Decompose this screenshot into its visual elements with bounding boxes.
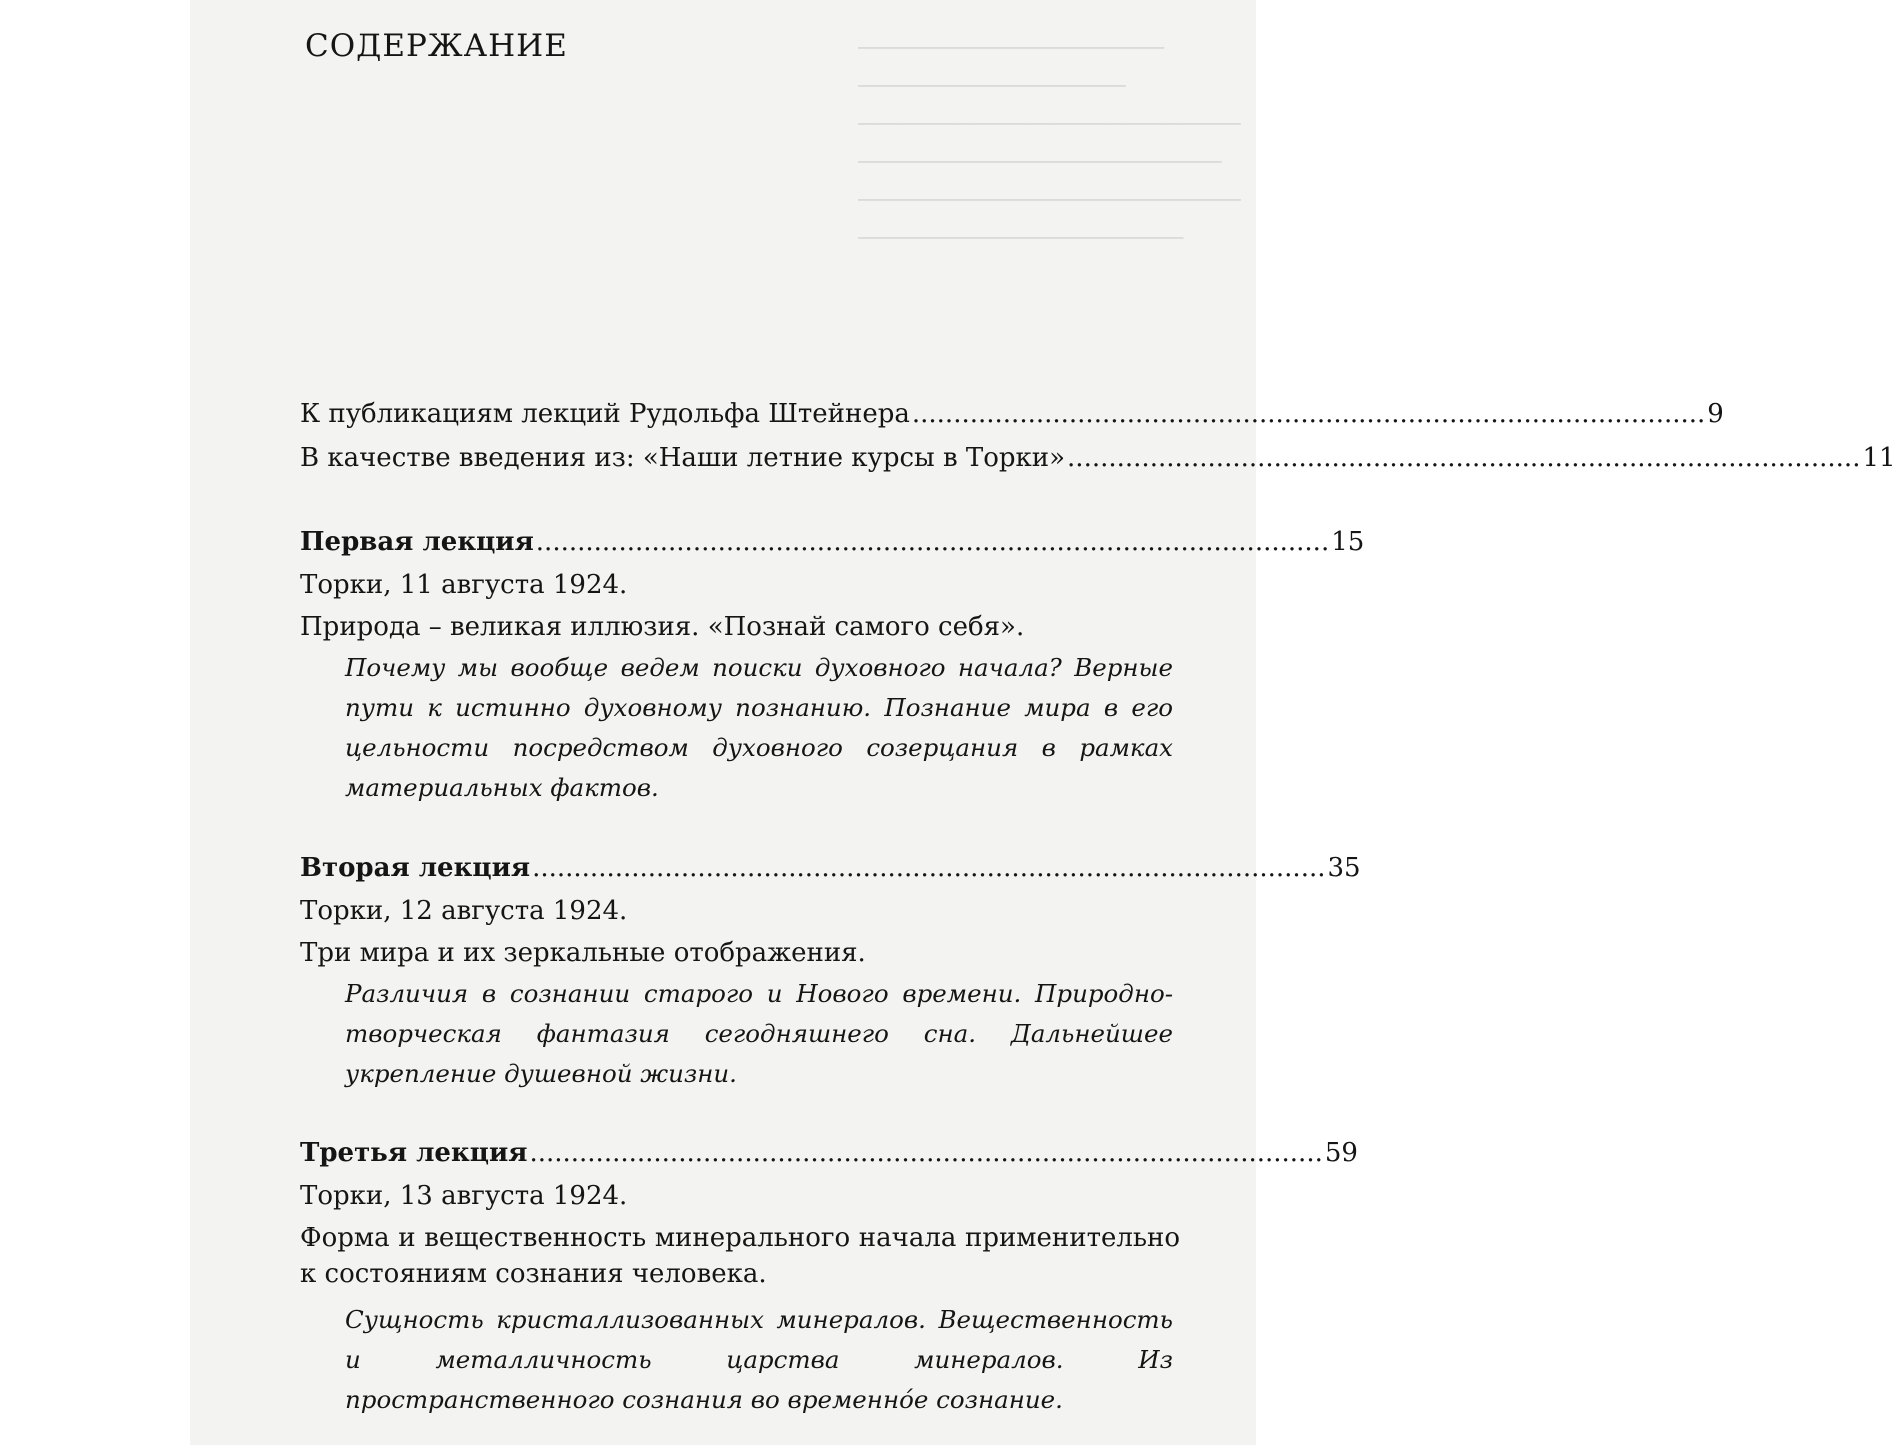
lecture-title: Вторая лекция: [300, 853, 531, 883]
toc-entry-page: 11: [1862, 443, 1896, 473]
lecture-subtitle: Природа – великая иллюзия. «Познай самого себя».: [300, 612, 1025, 642]
toc-entry-intro-1: [300, 396, 1724, 432]
leader-dots: ................................................................................................: [535, 527, 1330, 557]
toc-entry-page: 59: [1324, 1138, 1358, 1168]
lecture-date: Торки, 12 августа 1924.: [300, 896, 628, 926]
leader-dots: ................................................................................................: [911, 399, 1706, 429]
toc-entry-lecture-1: [300, 524, 1365, 560]
lecture-date: Торки, 13 августа 1924.: [300, 1181, 628, 1211]
lecture-summary: Почему мы вообще ведем поиски духовного начала? Верные пути к истинно духовному познанию. Познание мира в его цельности посредством духовного созерцания в рамках материальных фактов.: [345, 653, 1173, 802]
toc-entry-page: 15: [1331, 527, 1365, 557]
toc-entry-lecture-2: [300, 850, 1361, 886]
page-title: СОДЕРЖАНИЕ: [305, 28, 568, 64]
leader-dots: ................................................................................................: [1067, 443, 1861, 473]
toc-entry-page: 9: [1707, 399, 1724, 429]
toc-entry-lecture-3: [300, 1135, 1358, 1171]
toc-entry-label: К публикациям лекций Рудольфа Штейнера: [300, 399, 910, 429]
leader-dots: ................................................................................................: [532, 853, 1326, 883]
lecture-subtitle: Форма и вещественность минерального начала применительно к состояниям сознания человека.: [300, 1223, 1180, 1289]
lecture-summary: Различия в сознании старого и Нового времени. Природно-творческая фантазия сегодняшнего сна. Дальнейшее укрепление душевной жизни.: [345, 979, 1173, 1088]
lecture-title: Первая лекция: [300, 527, 534, 557]
lecture-summary: Сущность кристаллизованных минералов. Вещественность и металличность царства минералов. Из пространственного сознания во временнóе сознание.: [345, 1305, 1173, 1414]
lecture-subtitle: Три мира и их зеркальные отображения.: [300, 938, 866, 968]
lecture-title: Третья лекция: [300, 1138, 528, 1168]
toc-entry-label: В качестве введения из: «Наши летние курсы в Торки»: [300, 443, 1066, 473]
lecture-date: Торки, 11 августа 1924.: [300, 570, 628, 600]
show-through-text: ──────────────── ────────────── ──────────────────── ─────────────────── ──────────────────── ─────────────────: [858, 32, 1241, 252]
toc-entry-intro-2: [300, 440, 1896, 476]
toc-entry-page: 35: [1327, 853, 1361, 883]
leader-dots: ................................................................................................: [529, 1138, 1323, 1168]
